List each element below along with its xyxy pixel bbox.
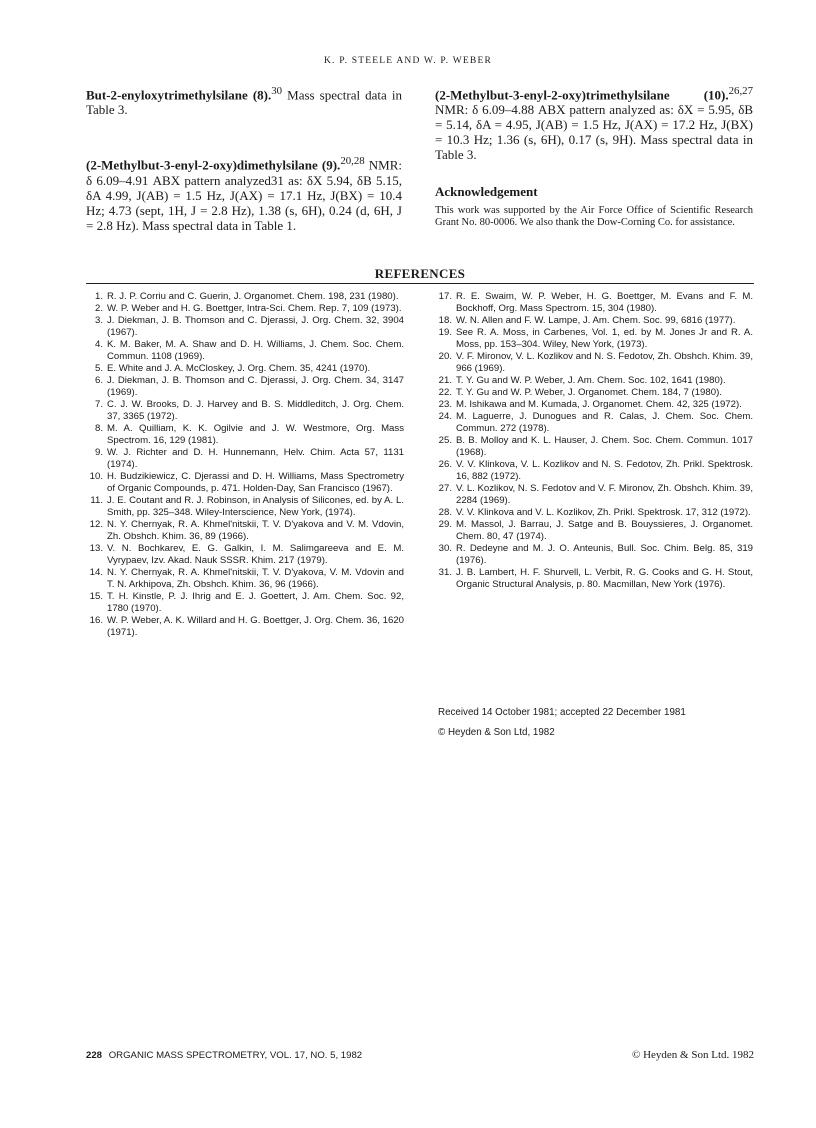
reference-item: [435, 411, 753, 435]
references-list-right: [435, 291, 753, 591]
reference-number: 3.: [94, 315, 103, 326]
reference-number: 27.: [438, 483, 452, 494]
reference-text: K. M. Baker, M. A. Shaw and D. H. Williams, J. Chem. Soc. Chem. Commun. 1108 (1969).: [107, 339, 404, 362]
reference-text: M. Ishikawa and M. Kumada, J. Organomet. Chem. 42, 325 (1972).: [456, 399, 742, 410]
reference-item: [435, 399, 753, 411]
reference-item: [435, 327, 753, 351]
references-rule: [86, 283, 754, 284]
references-heading: REFERENCES: [374, 266, 466, 281]
reference-item: [86, 543, 404, 567]
reference-item: [86, 471, 404, 495]
compound-9-title: (2-Methylbut-3-enyl-2-oxy)dimethylsilane (9).: [86, 157, 341, 173]
reference-item: [435, 291, 753, 315]
compound-9-paragraph: [86, 154, 402, 232]
reference-text: V. F. Mironov, V. L. Kozlikov and N. S. Fedotov, Zh. Obshch. Khim. 39, 966 (1969).: [456, 351, 754, 374]
footer-publisher: © Heyden & Son Ltd. 1982: [631, 1049, 754, 1061]
compound-8-body: Mass spectral data in Table 3.: [86, 87, 402, 118]
reference-number: 31.: [438, 567, 452, 578]
reference-number: 25.: [438, 435, 452, 446]
reference-text: E. White and J. A. McCloskey, J. Org. Chem. 35, 4241 (1970).: [107, 363, 371, 374]
references-list-left: [86, 291, 404, 639]
compound-10-body: NMR: δ 6.09–4.88 ABX pattern analyzed as: δX = 5.95, δB = 5.14, δA = 4.95, J(AB) = 1.5 Hz, J(AX) = 17.2 Hz, J(BX) = 10.3 Hz; 1.36 (s, 6H), 0.17 (s, 9H). Mass spectral data in Table 3.: [435, 102, 753, 163]
reference-number: 2.: [94, 303, 103, 314]
reference-text: W. P. Weber and H. G. Boettger, Intra-Sci. Chem. Rep. 7, 109 (1973).: [107, 303, 402, 314]
reference-text: J. Diekman, J. B. Thomson and C. Djerassi, J. Org. Chem. 34, 3147 (1969).: [107, 375, 404, 398]
reference-number: 17.: [438, 291, 452, 302]
page-footer: [86, 1050, 362, 1061]
reference-number: 7.: [94, 399, 103, 410]
reference-item: [86, 315, 404, 339]
reference-number: 13.: [89, 543, 103, 554]
reference-text: M. Massol, J. Barrau, J. Satge and B. Bouyssieres, J. Organomet. Chem. 80, 47 (1974).: [456, 519, 753, 542]
reference-text: J. Diekman, J. B. Thomson and C. Djerassi, J. Org. Chem. 32, 3904 (1967).: [107, 315, 404, 338]
compound-9-body: NMR: δ 6.09–4.91 ABX pattern analyzed31 as: δX 5.94, δB 5.15, δA 4.99, J(AB) = 1.5 Hz, J(AX) = 17.1 Hz, J(BX) = 10.4 Hz; 4.73 (sept, 1H, J = 2.8 Hz), 1.38 (s, 6H), 0.24 (d, 6H, J = 2.8 Hz). Mass spectral data in Table 1.: [86, 157, 403, 233]
reference-text: W. P. Weber, A. K. Willard and H. G. Boettger, J. Org. Chem. 36, 1620 (1971).: [107, 615, 404, 638]
reference-item: [86, 303, 404, 315]
reference-item: [435, 507, 753, 519]
reference-text: V. L. Kozlikov, N. S. Fedotov and V. F. Mironov, Zh. Obshch. Khim. 39, 2284 (1969).: [456, 483, 754, 506]
reference-item: [435, 387, 753, 399]
reference-item: [86, 519, 404, 543]
reference-item: [435, 567, 753, 591]
reference-item: [86, 375, 404, 399]
reference-item: [86, 567, 404, 591]
reference-text: W. N. Allen and F. W. Lampe, J. Am. Chem. Soc. 99, 6816 (1977).: [456, 315, 736, 326]
running-head: K. P. STEELE AND W. P. WEBER: [323, 56, 493, 66]
reference-text: V. V. Klinkova, V. L. Kozlikov and N. S. Fedotov, Zh. Prikl. Spektrosk. 16, 882 (1972).: [456, 459, 753, 482]
copyright-notice: © Heyden & Son Ltd, 1982: [438, 727, 555, 738]
reference-text: N. Y. Chernyak, R. A. Khmel'nitskii, T. V. D'yakova and V. M. Vdovin, Zh. Obshch. Khim. 36, 89 (1966).: [107, 519, 404, 542]
reference-item: [86, 339, 404, 363]
reference-item: [86, 615, 404, 639]
reference-text: V. N. Bochkarev, E. G. Galkin, I. M. Salimgareeva and E. M. Vyrypaev, Izv. Akad. Nauk SSSR. Khim. 217 (1979).: [107, 543, 404, 566]
reference-text: M. Laguerre, J. Dunogues and R. Calas, J. Chem. Soc. Chem. Commun. 272 (1978).: [456, 411, 753, 434]
reference-text: W. J. Richter and D. H. Hunnemann, Helv. Chim. Acta 57, 1131 (1974).: [107, 447, 404, 470]
received-date: Received 14 October 1981; accepted 22 December 1981: [438, 707, 686, 718]
compound-8-citation: 30: [271, 85, 283, 97]
reference-text: See R. A. Moss, in Carbenes, Vol. 1, ed. by M. Jones Jr and R. A. Moss, pp. 153–304. Wiley, New York, (1973).: [456, 327, 753, 350]
reference-number: 8.: [94, 423, 103, 434]
reference-text: R. Dedeyne and M. J. O. Anteunis, Bull. Soc. Chim. Belg. 85, 319 (1976).: [456, 543, 753, 566]
reference-number: 29.: [438, 519, 452, 530]
left-text-column: [86, 84, 402, 233]
reference-number: 28.: [438, 507, 452, 518]
compound-10-citation: 26,27: [728, 85, 753, 97]
reference-text: H. Budzikiewicz, C. Djerassi and D. H. Williams, Mass Spectrometry of Organic Compounds, p. 471. Holden-Day, San Francisco (1967).: [107, 471, 404, 494]
acknowledgement-heading: Acknowledgement: [435, 184, 538, 200]
compound-10-paragraph: [435, 84, 753, 162]
reference-text: T. Y. Gu and W. P. Weber, J. Am. Chem. Soc. 102, 1641 (1980).: [456, 375, 726, 386]
reference-item: [86, 363, 404, 375]
reference-number: 4.: [94, 339, 103, 350]
reference-item: [86, 423, 404, 447]
reference-item: [435, 483, 753, 507]
compound-8-title: But-2-enyloxytrimethylsilane (8).: [86, 87, 272, 103]
journal-citation: ORGANIC MASS SPECTROMETRY, VOL. 17, NO. 5, 1982: [108, 1050, 363, 1061]
reference-text: V. V. Klinkova and V. L. Kozlikov, Zh. Prikl. Spektrosk. 17, 312 (1972).: [456, 507, 751, 518]
page-number: 228: [86, 1050, 103, 1061]
reference-item: [86, 495, 404, 519]
reference-item: [86, 291, 404, 303]
reference-number: 22.: [438, 387, 452, 398]
reference-item: [435, 459, 753, 483]
reference-item: [435, 435, 753, 459]
compound-10-title: (2-Methylbut-3-enyl-2-oxy)trimethylsilane (10).: [435, 87, 729, 103]
reference-number: 6.: [94, 375, 103, 386]
reference-item: [435, 543, 753, 567]
reference-number: 5.: [94, 363, 103, 374]
reference-number: 19.: [438, 327, 452, 338]
reference-number: 30.: [438, 543, 452, 554]
acknowledgement-body: This work was supported by the Air Force Office of Scientific Research Grant No. 80-0006. We also thank the Dow-Corning Co. for assistance.: [435, 205, 753, 229]
reference-text: N. Y. Chernyak, R. A. Khmel'nitskii, T. V. D'yakova, V. M. Vdovin and T. N. Arkhipova, Zh. Obshch. Khim. 36, 96 (1966).: [107, 567, 404, 590]
reference-number: 26.: [438, 459, 452, 470]
reference-item: [435, 519, 753, 543]
reference-text: T. H. Kinstle, P. J. Ihrig and E. J. Goettert, J. Am. Chem. Soc. 92, 1780 (1970).: [107, 591, 404, 614]
reference-text: R. E. Swaim, W. P. Weber, H. G. Boettger, M. Evans and F. M. Bockhoff, Org. Mass Spectrom. 15, 304 (1980).: [456, 291, 753, 314]
compound-9-citation: 20,28: [340, 155, 365, 168]
reference-item: [435, 315, 753, 327]
reference-number: 10.: [89, 471, 103, 482]
reference-number: 9.: [94, 447, 103, 458]
reference-number: 12.: [89, 519, 103, 530]
reference-text: R. J. P. Corriu and C. Guerin, J. Organomet. Chem. 198, 231 (1980).: [107, 291, 399, 302]
reference-number: 1.: [94, 291, 103, 302]
reference-item: [86, 447, 404, 471]
reference-text: J. B. Lambert, H. F. Shurvell, L. Verbit, R. G. Cooks and G. H. Stout, Organic Structural Analysis, p. 80. Macmillan, New York (1976).: [456, 567, 753, 590]
reference-text: M. A. Quilliam, K. K. Ogilvie and J. W. Westmore, Org. Mass Spectrom. 16, 129 (1981).: [107, 423, 404, 446]
reference-text: T. Y. Gu and W. P. Weber, J. Organomet. Chem. 184, 7 (1980).: [456, 387, 722, 398]
reference-number: 14.: [89, 567, 103, 578]
reference-number: 16.: [89, 615, 103, 626]
reference-number: 18.: [438, 315, 452, 326]
reference-item: [435, 351, 753, 375]
reference-number: 20.: [438, 351, 452, 362]
right-text-column: [435, 84, 753, 229]
reference-number: 23.: [438, 399, 452, 410]
reference-number: 15.: [89, 591, 103, 602]
reference-text: J. E. Coutant and R. J. Robinson, in Analysis of Silicones, ed. by A. L. Smith, pp. 325–348. Wiley-Interscience, New York, (1974).: [107, 495, 404, 518]
reference-text: B. B. Molloy and K. L. Hauser, J. Chem. Soc. Chem. Commun. 1017 (1968).: [456, 435, 753, 458]
reference-number: 11.: [90, 495, 103, 506]
reference-number: 24.: [438, 411, 452, 422]
compound-8-paragraph: [86, 84, 402, 117]
reference-item: [435, 375, 753, 387]
reference-text: C. J. W. Brooks, D. J. Harvey and B. S. Middleditch, J. Org. Chem. 37, 3365 (1972).: [107, 399, 404, 422]
reference-item: [86, 399, 404, 423]
reference-number: 21.: [438, 375, 452, 386]
reference-item: [86, 591, 404, 615]
